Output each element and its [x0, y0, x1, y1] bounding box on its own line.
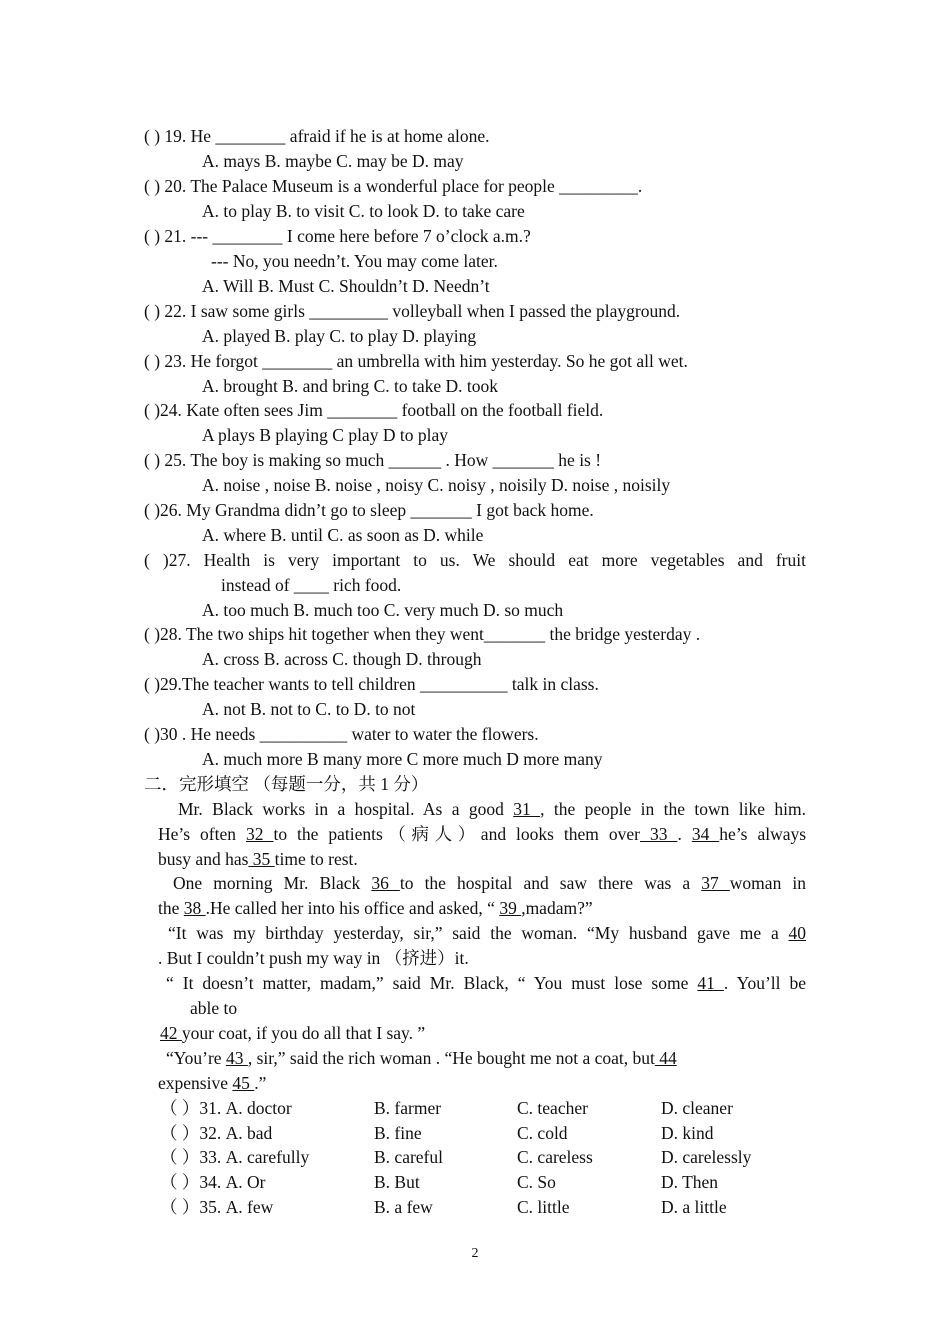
blank-43: 43: [225, 1048, 248, 1068]
question-28-options: A. cross B. across C. though D. through: [202, 649, 482, 669]
cloze-line-8b: able to: [190, 998, 238, 1018]
cloze-line-4: One morning Mr. Black 36 to the hospital and saw there was a 37 woman in: [173, 873, 806, 893]
cloze-line-11: expensive 45 .”: [158, 1073, 267, 1093]
blank-40: 40: [788, 923, 806, 943]
question-27-options: A. too much B. much too C. very much D. so much: [202, 600, 564, 620]
cloze-line-1: Mr. Black works in a hospital. As a good 31 , the people in the town like him.: [178, 799, 807, 819]
blank-39: 39: [499, 898, 522, 918]
question-19-options: A. mays B. maybe C. may be D. may: [202, 151, 464, 171]
blank-31: 31: [513, 799, 541, 819]
blank-37: 37: [701, 873, 730, 893]
blank-32: 32: [245, 824, 274, 844]
blank-34: 34: [691, 824, 720, 844]
document-page: ( ) 19. He ________ afraid if he is at home alone. A. mays B. maybe C. may be D. may ( ) 20. The Palace Museum is a wonderful place for people _________. A. to play B. to visit C. to look D. to take care ( ) 21. --- ________ I come here before 7 o’clock a.m.? --- No, you needn’t. You may come later. A. Will B. Must C. Shouldn’t D. Needn’t ( ) 22. I saw some girls _________ volleyball when I passed the playground. A. played B. play C. to play D. playing ( ) 23. He forgot ________ an umbrella with him yesterday. So he got all wet. A. brought B. and bring C. to take D. took ( )24. Kate often sees Jim ________ football on the football field. A plays B playing C play D to play ( ) 25. The boy is making so much ______ . How _______ he is ! A. noise , noise B. noise , noisy C. noisy , noisily D. noise , noisily ( )26. My Grandma didn’t go to sleep _______ I got back home. A. where B. until C. as soon as D. while ( )27. Health is very important to us. We should eat more vegetables and fruit instead of ____ rich food. A. too much B. much too C. very much D. so much ( )28. The two ships hit together when they went_______ the bridge yesterday . A. cross B. across C. though D. through ( )29.The teacher wants to tell children __________ talk in class. A. not B. not to C. to D. to not ( )30 . He needs __________ water to water the flowers. A. much more B many more C more much D more many 二．完形填空 （每题一分，共 1 分） Mr. Black works in a hospital. As a good 31 , the people in the town like him. He’s often 32 to the patients（病人）and looks them over 33 . 34 he’s always busy and has 35 time to rest. One morning Mr. Black 36 to the hospital and saw there was a 37 woman in the 38 .He called her into his office and asked, “ 39 ,madam?” “It was my birthday yesterday, sir,” said the woman. “My husband gave me a 40 . But I couldn’t push my way in （挤进）it. “ It doesn’t matter, madam,” said Mr. Black, “ You must lose some 41 . You’ll be able to 42 your coat, if you do all that I say. ” “You’re 43 , sir,” said the rich woman . “He bought me not a coat, but 44 expensive 45 .” （ ）31. A. doctor B. farmer C. teacher D. cleaner （ ）32. A. bad B. fine C. cold D. kind （ ）33. A. carefully B. careful C. careless D. carelessly （ ）34. A. Or B. But C. So D. Then （ ）35. A. few B. a few C. little D. a little 2: [0, 0, 950, 1344]
blank-44: 44: [654, 1048, 677, 1068]
question-22-options: A. played B. play C. to play D. playing: [202, 326, 477, 346]
blank-38: 38: [183, 898, 206, 918]
cloze-line-6: “It was my birthday yesterday, sir,” said the woman. “My husband gave me a 40: [168, 923, 806, 943]
blank-41: 41: [697, 973, 724, 993]
question-21-continuation: --- No, you needn’t. You may come later.: [211, 251, 498, 271]
blank-33: 33: [640, 824, 678, 844]
question-26-options: A. where B. until C. as soon as D. while: [202, 525, 484, 545]
question-30-stem: ( )30 . He needs __________ water to water the flowers.: [144, 724, 539, 744]
question-30-options: A. much more B many more C more much D more many: [202, 749, 603, 769]
blank-42: 42: [160, 1023, 182, 1043]
cloze-line-7: . But I couldn’t push my way in （挤进）it.: [158, 948, 469, 968]
cloze-line-9: 42 your coat, if you do all that I say. ”: [160, 1023, 426, 1043]
section-heading-cloze: 二．完形填空 （每题一分，共 1 分）: [144, 774, 429, 794]
question-21-stem: ( ) 21. --- ________ I come here before 7 o’clock a.m.?: [144, 226, 531, 246]
question-20-stem: ( ) 20. The Palace Museum is a wonderful place for people _________.: [144, 176, 643, 196]
question-26-stem: ( )26. My Grandma didn’t go to sleep _______ I got back home.: [144, 500, 594, 520]
question-23-stem: ( ) 23. He forgot ________ an umbrella with him yesterday. So he got all wet.: [144, 351, 688, 371]
question-21-options: A. Will B. Must C. Shouldn’t D. Needn’t: [202, 276, 490, 296]
cloze-line-8: “ It doesn’t matter, madam,” said Mr. Black, “ You must lose some 41 . You’ll be: [166, 973, 807, 993]
question-19-stem: ( ) 19. He ________ afraid if he is at home alone.: [144, 126, 490, 146]
cloze-line-3: busy and has 35 time to rest.: [158, 849, 358, 869]
question-20-options: A. to play B. to visit C. to look D. to take care: [202, 201, 525, 221]
cloze-line-10: “You’re 43 , sir,” said the rich woman . “He bought me not a coat, but 44: [166, 1048, 677, 1068]
question-29-options: A. not B. not to C. to D. to not: [202, 699, 416, 719]
question-24-stem: ( )24. Kate often sees Jim ________ football on the football field.: [144, 400, 604, 420]
question-25-stem: ( ) 25. The boy is making so much ______ . How _______ he is !: [144, 450, 602, 470]
blank-35: 35: [248, 849, 275, 869]
page-number: 2: [471, 1246, 479, 1261]
blank-36: 36: [371, 873, 400, 893]
question-27-stem: ( )27. Health is very important to us. We should eat more vegetables and fruit: [144, 550, 806, 570]
question-27-continuation: instead of ____ rich food.: [221, 575, 402, 595]
blank-45: 45: [232, 1073, 255, 1093]
question-22-stem: ( ) 22. I saw some girls _________ volleyball when I passed the playground.: [144, 301, 681, 321]
question-29-stem: ( )29.The teacher wants to tell children __________ talk in class.: [144, 674, 599, 694]
question-24-options: A plays B playing C play D to play: [202, 425, 448, 445]
question-25-options: A. noise , noise B. noise , noisy C. noisy , noisily D. noise , noisily: [202, 475, 671, 495]
question-23-options: A. brought B. and bring C. to take D. took: [202, 376, 499, 396]
question-28-stem: ( )28. The two ships hit together when they went_______ the bridge yesterday .: [144, 624, 701, 644]
cloze-line-5: the 38 .He called her into his office and asked, “ 39 ,madam?”: [158, 898, 593, 918]
cloze-line-2: He’s often 32 to the patients（病人）and looks them over 33 . 34 he’s always: [158, 824, 807, 844]
